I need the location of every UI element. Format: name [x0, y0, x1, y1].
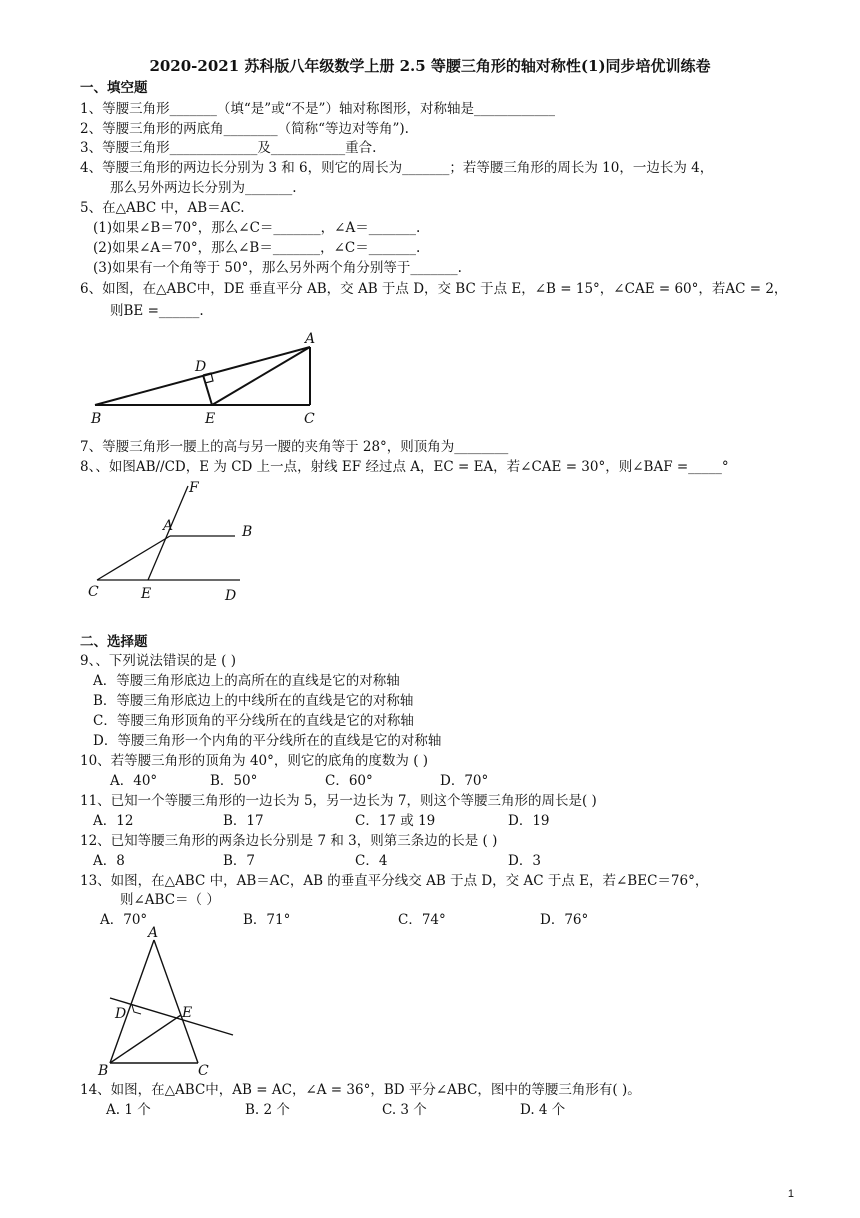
fig8-label-c: C: [88, 584, 99, 600]
question-11-option-b: B．17: [223, 813, 264, 829]
question-4-line-1: 4、等腰三角形的两边长分别为 3 和 6，则它的周长为_______；若等腰三角形的周长为 10，一边长为 4，: [80, 160, 714, 176]
fig6-label-d: D: [195, 359, 207, 375]
fig8-label-b: B: [242, 524, 253, 540]
question-9-option-a: A．等腰三角形底边上的高所在的直线是它的对称轴: [93, 673, 400, 689]
fig13-label-c: C: [198, 1063, 209, 1075]
question-3: 3、等腰三角形_____________及___________重合.: [80, 140, 377, 156]
question-12-option-c: C．4: [355, 853, 388, 869]
fig6-label-b: B: [91, 411, 102, 427]
question-12-option-a: A．8: [93, 853, 125, 869]
fig6-label-e: E: [205, 411, 216, 427]
question-14-option-c: C. 3 个: [382, 1102, 427, 1118]
question-5-part-2: (2)如果∠A＝70°，那么∠B＝_______，∠C＝_______.: [93, 240, 421, 256]
question-8: 8、、如图AB//CD，E 为 CD 上一点，射线 EF 经过点 A，EC = EA，若∠CAE = 30°，则∠BAF =_____°: [80, 459, 729, 475]
question-2: 2、等腰三角形的两底角________（简称“等边对等角”).: [80, 121, 409, 137]
question-10-option-b: B．50°: [210, 773, 258, 789]
question-5-part-3: (3)如果有一个角等于 50°，那么另外两个角分别等于_______.: [93, 260, 462, 276]
question-13-option-c: C．74°: [398, 912, 446, 928]
question-10-option-a: A．40°: [110, 773, 158, 789]
question-9-option-b: B．等腰三角形底边上的中线所在的直线是它的对称轴: [93, 693, 414, 709]
figure-question-8: [85, 478, 270, 606]
question-13-option-a: A．70°: [100, 912, 148, 928]
question-10: 10、若等腰三角形的顶角为 40°，则它的底角的度数为 ( ): [80, 753, 429, 769]
question-13-line-1: 13、如图，在△ABC 中，AB＝AC，AB 的垂直平分线交 AB 于点 D，交 AC 于点 E，若∠BEC＝76°，: [80, 873, 709, 889]
question-9-option-c: C．等腰三角形顶角的平分线所在的直线是它的对称轴: [93, 713, 414, 729]
question-11-option-a: A．12: [93, 813, 134, 829]
question-14-option-a: A. 1 个: [106, 1102, 151, 1118]
question-12: 12、已知等腰三角形的两条边长分别是 7 和 3，则第三条边的长是 ( ): [80, 833, 498, 849]
fig13-label-e: E: [182, 1005, 193, 1021]
fig8-label-a: A: [163, 518, 174, 534]
question-14: 14、如图，在△ABC中，AB = AC，∠A = 36°，BD 平分∠ABC，图中的等腰三角形有( )。: [80, 1082, 641, 1098]
fig6-label-a: A: [305, 331, 316, 347]
question-11: 11、已知一个等腰三角形的一边长为 5，另一边长为 7，则这个等腰三角形的周长是( ): [80, 793, 597, 809]
fig13-label-d: D: [115, 1006, 127, 1022]
question-5: 5、在△ABC 中，AB＝AC.: [80, 200, 245, 216]
page-number: 1: [787, 1188, 794, 1200]
question-13-line-2: 则∠ABC＝（ ）: [120, 892, 220, 908]
figure-question-13: [90, 925, 240, 1075]
question-5-part-1: (1)如果∠B＝70°，那么∠C＝_______，∠A＝_______.: [93, 220, 421, 236]
page-title: 2020-2021 苏科版八年级数学上册 2.5 等腰三角形的轴对称性(1)同步培优训练卷: [149, 57, 711, 75]
fig8-label-d: D: [225, 588, 237, 604]
question-6-line-2: 则BE =______.: [110, 303, 204, 319]
question-7: 7、等腰三角形一腰上的高与另一腰的夹角等于 28°，则顶角为________: [80, 439, 509, 455]
section-heading-fill-in: 一、填空题: [80, 80, 148, 96]
question-14-option-b: B. 2 个: [245, 1102, 290, 1118]
question-9-option-d: D．等腰三角形一个内角的平分线所在的直线是它的对称轴: [93, 733, 442, 749]
question-13-option-b: B．71°: [243, 912, 291, 928]
question-1: 1、等腰三角形_______（填“是”或“不是”）轴对称图形，对称轴是____________: [80, 101, 555, 117]
fig8-label-e: E: [141, 586, 152, 602]
fig8-label-f: F: [189, 480, 199, 496]
question-6-line-1: 6、如图，在△ABC中，DE 垂直平分 AB，交 AB 于点 D，交 BC 于点 E，∠B = 15°，∠CAE = 60°，若AC = 2，: [80, 281, 788, 297]
question-12-option-b: B．7: [223, 853, 256, 869]
question-9: 9、、下列说法错误的是 ( ): [80, 653, 236, 669]
question-4-line-2: 那么另外两边长分别为_______.: [110, 180, 297, 196]
question-10-option-c: C．60°: [325, 773, 373, 789]
question-11-option-c: C．17 或 19: [355, 813, 436, 829]
question-11-option-d: D．19: [508, 813, 550, 829]
fig6-label-c: C: [304, 411, 315, 427]
question-14-option-d: D. 4 个: [520, 1102, 566, 1118]
question-13-option-d: D．76°: [540, 912, 589, 928]
question-10-option-d: D．70°: [440, 773, 489, 789]
section-heading-multiple-choice: 二、选择题: [80, 634, 148, 650]
question-12-option-d: D．3: [508, 853, 541, 869]
fig13-label-a: A: [148, 925, 159, 941]
figure-question-6: [85, 325, 330, 430]
fig13-label-b: B: [98, 1063, 109, 1075]
